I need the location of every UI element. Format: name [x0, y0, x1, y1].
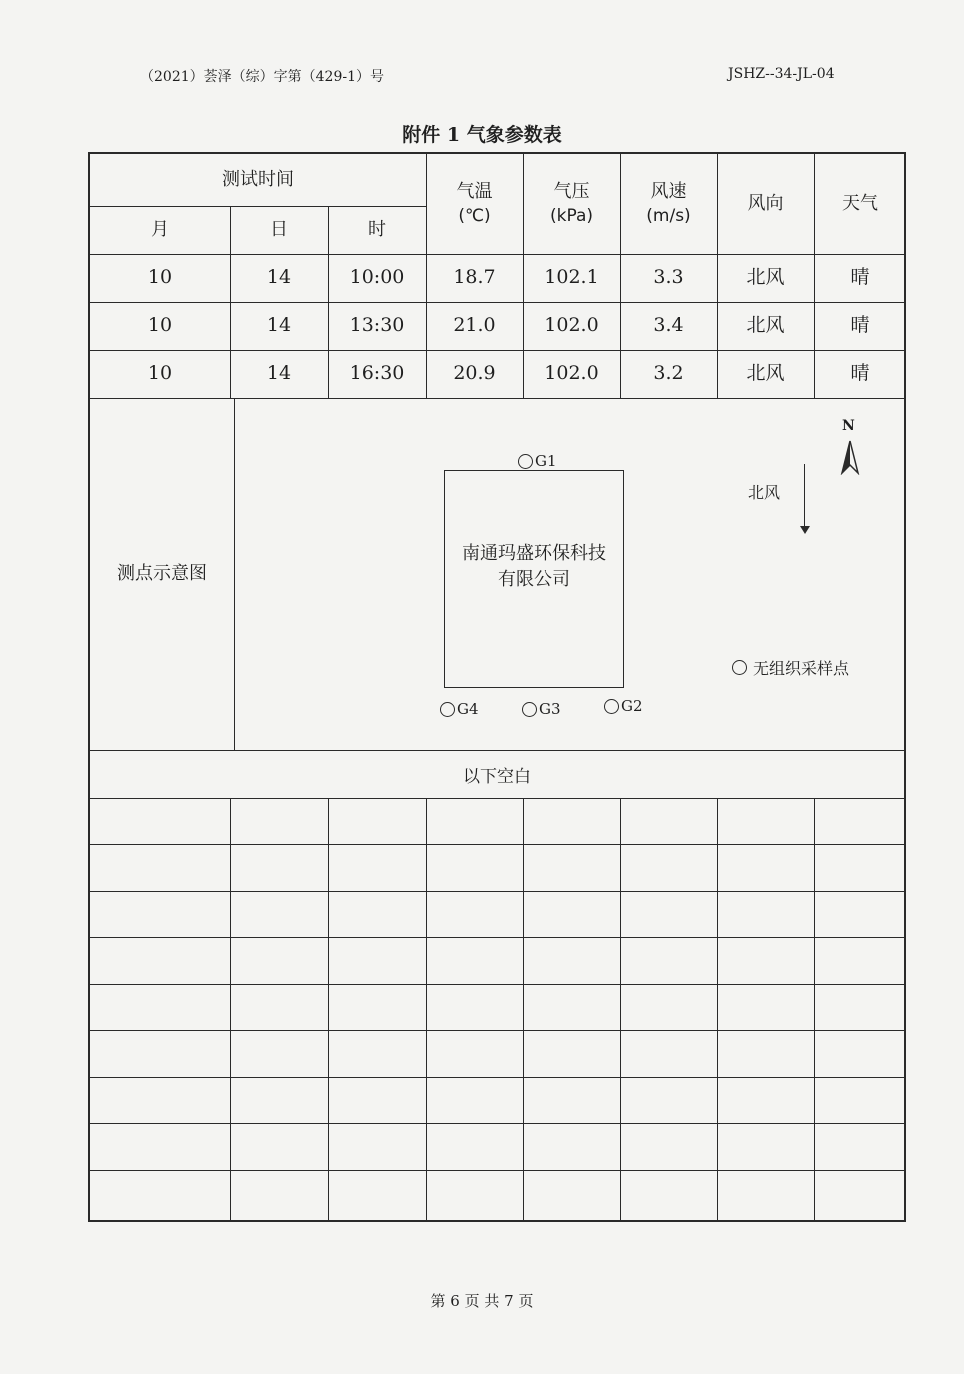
temperature-header-name: 气温	[456, 181, 493, 203]
grid-line	[328, 206, 329, 398]
grid-line	[620, 154, 621, 398]
wind-speed-cell: 3.4	[653, 314, 684, 337]
grid-line	[814, 154, 815, 398]
grid-line	[90, 1170, 906, 1171]
company-name-line1: 南通玛盛环保科技	[462, 543, 606, 564]
circle-icon	[518, 454, 533, 469]
day-header: 日	[270, 218, 288, 240]
wind-direction-header: 风向	[747, 192, 784, 214]
north-label: N	[842, 418, 855, 434]
sampling-point-label: G1	[535, 452, 557, 470]
grid-line	[90, 891, 906, 892]
grid-line	[90, 1123, 906, 1124]
temperature-cell: 20.9	[453, 362, 496, 385]
grid-line	[717, 154, 718, 398]
wind-speed-header	[620, 154, 717, 254]
grid-line	[90, 937, 906, 938]
circle-icon	[604, 699, 619, 714]
grid-line	[328, 798, 329, 1222]
company-box	[444, 470, 624, 688]
sampling-point-label: G4	[457, 700, 479, 718]
temperature-cell: 18.7	[453, 266, 496, 289]
test-time-header: 测试时间	[222, 168, 294, 190]
sampling-point-g1	[518, 452, 557, 470]
grid-line	[426, 798, 427, 1222]
hour-cell: 13:30	[349, 314, 405, 337]
grid-line	[90, 302, 906, 303]
hour-cell: 16:30	[349, 362, 405, 385]
sampling-point-label: G3	[539, 700, 561, 718]
temperature-header	[426, 154, 523, 254]
pressure-cell: 102.0	[544, 362, 599, 385]
wind-speed-header-name: 风速	[650, 181, 687, 203]
grid-line	[90, 1030, 906, 1031]
sampling-point-g4	[440, 700, 479, 718]
north-arrow-icon	[840, 439, 860, 475]
blank-note: 以下空白	[463, 766, 531, 787]
pressure-header-unit: (kPa)	[549, 205, 593, 226]
grid-line	[426, 154, 427, 398]
grid-line	[90, 844, 906, 845]
grid-line	[230, 798, 231, 1222]
legend	[732, 656, 849, 679]
document-number: （2021）荟泽（综）字第（429-1）号	[140, 69, 384, 85]
month-cell: 10	[147, 266, 173, 289]
arrow-head-icon	[800, 526, 810, 534]
circle-icon	[440, 702, 455, 717]
grid-line	[90, 984, 906, 985]
wind-direction-cell: 北风	[746, 362, 785, 385]
circle-icon	[732, 660, 747, 675]
month-cell: 10	[147, 314, 173, 337]
grid-line	[230, 206, 231, 398]
wind-speed-cell: 3.2	[653, 362, 684, 385]
month-header: 月	[151, 218, 169, 240]
grid-line	[90, 798, 906, 799]
sampling-point-g2	[604, 697, 643, 715]
weather-cell: 晴	[850, 266, 870, 289]
wind-direction-cell: 北风	[746, 266, 785, 289]
page-footer: 第 6 页 共 7 页	[430, 1292, 534, 1310]
pressure-header-name: 气压	[553, 181, 590, 203]
wind-label: 北风	[748, 483, 781, 502]
day-cell: 14	[266, 362, 292, 385]
grid-line	[523, 798, 524, 1222]
temperature-header-unit: (℃)	[458, 205, 491, 226]
day-cell: 14	[266, 314, 292, 337]
weather-header: 天气	[842, 192, 878, 214]
sampling-point-label: G2	[621, 697, 643, 715]
company-name	[445, 541, 623, 593]
circle-icon	[522, 702, 537, 717]
grid-line	[717, 798, 718, 1222]
grid-line	[90, 206, 426, 207]
hour-header: 时	[368, 218, 386, 240]
legend-label: 无组织采样点	[753, 659, 850, 678]
pressure-header	[523, 154, 620, 254]
grid-line	[620, 798, 621, 1222]
grid-line	[814, 798, 815, 1222]
grid-line	[523, 154, 524, 398]
grid-line	[234, 398, 235, 750]
meteorological-table	[88, 152, 906, 1222]
day-cell: 14	[266, 266, 292, 289]
diagram-label: 测点示意图	[117, 562, 207, 584]
month-cell: 10	[147, 362, 173, 385]
company-name-line2: 有限公司	[498, 569, 570, 591]
wind-arrow-icon	[804, 464, 805, 530]
weather-cell: 晴	[850, 314, 870, 337]
wind-speed-cell: 3.3	[653, 266, 684, 289]
grid-line	[90, 1077, 906, 1078]
page-title: 附件 1 气象参数表	[402, 124, 562, 146]
hour-cell: 10:00	[349, 266, 405, 289]
form-code: JSHZ--34-JL-04	[728, 66, 835, 82]
weather-cell: 晴	[850, 362, 870, 385]
wind-direction-cell: 北风	[746, 314, 785, 337]
wind-speed-header-unit: (m/s)	[646, 205, 691, 226]
grid-line	[90, 254, 906, 255]
temperature-cell: 21.0	[453, 314, 496, 337]
pressure-cell: 102.1	[544, 266, 599, 289]
sampling-point-g3	[522, 700, 561, 718]
pressure-cell: 102.0	[544, 314, 599, 337]
grid-line	[90, 350, 906, 351]
